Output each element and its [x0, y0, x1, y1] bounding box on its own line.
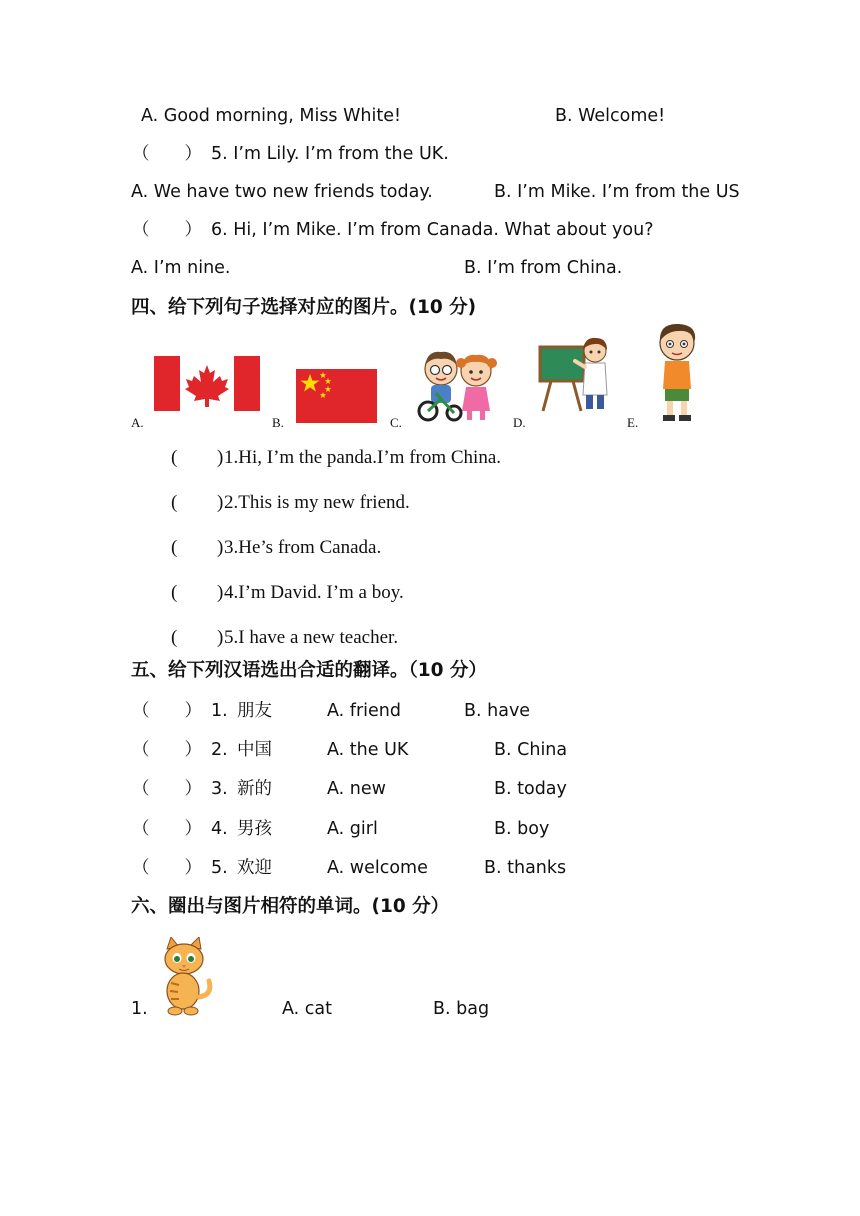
q4-option-b: B. Welcome! [555, 106, 666, 126]
match-bracket-5[interactable]: ( [171, 627, 178, 648]
translate-num-3: 3. [211, 779, 228, 799]
match-bracket-close-1: ) [217, 447, 224, 468]
translate-option-b-3: B. today [494, 779, 567, 799]
circle-word-option-b-1[interactable]: B. bag [433, 999, 490, 1019]
q5-question: 5. I’m Lily. I’m from the UK. [211, 144, 449, 164]
translate-chinese-4: 男孩 [237, 819, 272, 839]
q6-answer-bracket[interactable]: （ ） [132, 220, 202, 240]
match-sentence-3: 3.He’s from Canada. [224, 537, 382, 558]
translate-option-a-3: A. new [327, 779, 386, 799]
two-kids-with-bike-icon [414, 347, 500, 423]
q5-answer-bracket[interactable]: （ ） [132, 144, 202, 164]
match-bracket-close-5: ) [217, 627, 224, 648]
translate-bracket-2[interactable]: （ ） [132, 740, 202, 760]
q5-option-a: A. We have two new friends today. [131, 182, 433, 202]
circle-word-num-1: 1. [131, 999, 148, 1019]
translate-option-a-2: A. the UK [327, 740, 409, 760]
q5-option-b: B. I’m Mike. I’m from the US [494, 182, 740, 202]
boy-cartoon-icon [651, 321, 705, 423]
translate-option-a-1: A. friend [327, 701, 401, 721]
translate-bracket-3[interactable]: （ ） [132, 779, 202, 799]
match-bracket-close-3: ) [217, 537, 224, 558]
picture-label-a: A. [131, 415, 144, 430]
cat-icon [153, 937, 215, 1018]
section5-title: 五、给下列汉语选出合适的翻译。（10 分） [131, 660, 487, 681]
translate-num-1: 1. [211, 701, 228, 721]
picture-label-e: E. [627, 415, 639, 430]
translate-option-a-5: A. welcome [327, 858, 428, 878]
section4-title: 四、给下列句子选择对应的图片。(10 分) [131, 297, 477, 318]
q6-question: 6. Hi, I’m Mike. I’m from Canada. What about you? [211, 220, 654, 240]
q6-option-a: A. I’m nine. [131, 258, 231, 278]
section6-title: 六、圈出与图片相符的单词。(10 分） [131, 896, 450, 917]
translate-bracket-5[interactable]: （ ） [132, 858, 202, 878]
translate-chinese-1: 朋友 [237, 701, 272, 721]
translate-num-2: 2. [211, 740, 228, 760]
circle-word-option-a-1[interactable]: A. cat [282, 999, 332, 1019]
translate-bracket-1[interactable]: （ ） [132, 701, 202, 721]
translate-option-a-4: A. girl [327, 819, 378, 839]
translate-num-4: 4. [211, 819, 228, 839]
q6-option-b: B. I’m from China. [464, 258, 623, 278]
match-bracket-3[interactable]: ( [171, 537, 178, 558]
match-sentence-1: 1.Hi, I’m the panda.I’m from China. [224, 447, 502, 468]
match-sentence-2: 2.This is my new friend. [224, 492, 410, 513]
translate-chinese-2: 中国 [237, 740, 272, 760]
translate-option-b-5: B. thanks [484, 858, 567, 878]
teacher-at-board-icon [537, 333, 613, 414]
translate-option-b-2: B. China [494, 740, 568, 760]
q4-option-a: A. Good morning, Miss White! [141, 106, 402, 126]
match-sentence-5: 5.I have a new teacher. [224, 627, 399, 648]
translate-chinese-3: 新的 [237, 779, 272, 799]
picture-label-b: B. [272, 415, 284, 430]
match-bracket-4[interactable]: ( [171, 582, 178, 603]
translate-option-b-1: B. have [464, 701, 531, 721]
translate-bracket-4[interactable]: （ ） [132, 819, 202, 839]
match-bracket-1[interactable]: ( [171, 447, 178, 468]
match-sentence-4: 4.I’m David. I’m a boy. [224, 582, 404, 603]
translate-num-5: 5. [211, 858, 228, 878]
china-flag-icon [296, 369, 377, 423]
translate-option-b-4: B. boy [494, 819, 550, 839]
match-bracket-close-2: ) [217, 492, 224, 513]
canada-flag-icon [154, 356, 260, 411]
picture-label-d: D. [513, 415, 526, 430]
match-bracket-2[interactable]: ( [171, 492, 178, 513]
picture-label-c: C. [390, 415, 402, 430]
match-bracket-close-4: ) [217, 582, 224, 603]
translate-chinese-5: 欢迎 [237, 858, 272, 878]
